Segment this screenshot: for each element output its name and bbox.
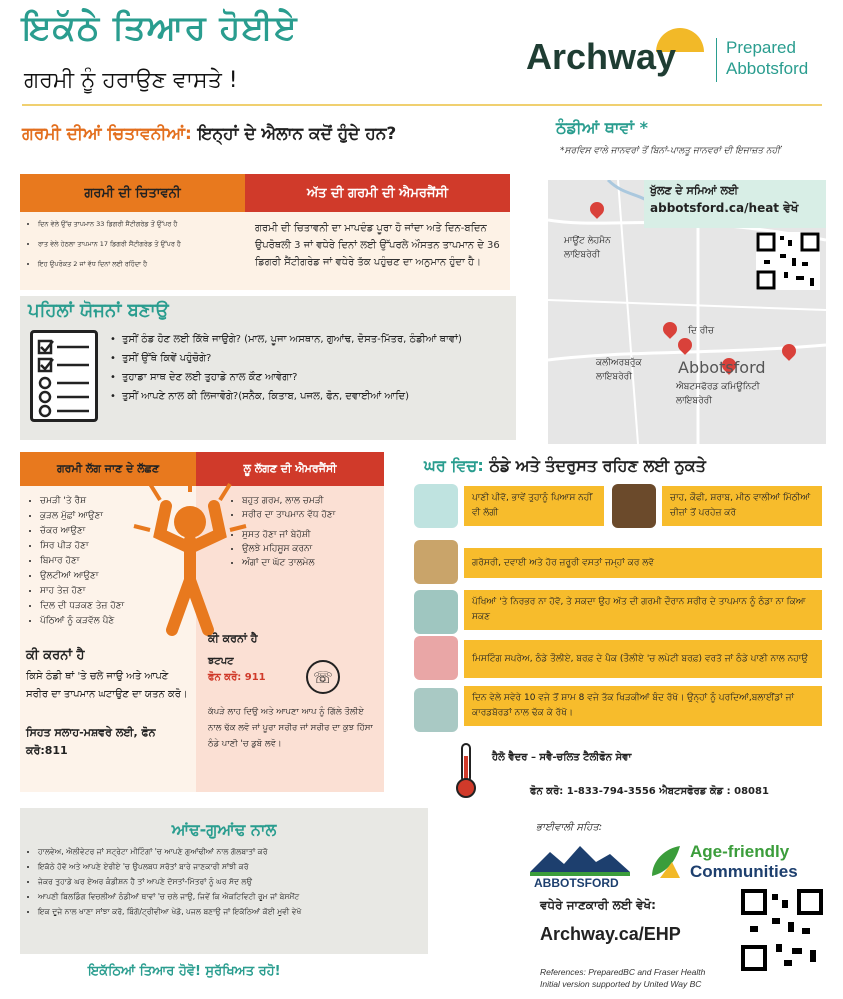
- list-item: • ਇਹ ਉਪਰੋਕਤ 2 ਜਾਂ ਵੱਧ ਦਿਨਾਂ ਲਈ ਰਹਿੰਦਾ ਹੈ: [38, 254, 241, 274]
- tip-item: ਦਿਨ ਵੇਲੇ ਸਵੇਰੇ 10 ਵਜੇ ਤੋਂ ਸ਼ਾਮ 8 ਵਜੇ ਤੱਕ ਖਿੜਕੀਆਂ ਬੰਦ ਰੱਖੋ। ਉਨ੍ਹਾਂ ਨੂੰ ਪਰਦਿਆਂ,ਬਲਾਈਂਡਾਂ ਜਾਂ ਕਾਰਡਬੋਰਡਾਂ ਨਾਲ ਢੱਕ ਕੇ ਰੱਖੋ।: [464, 686, 822, 726]
- plan-heading: ਪਹਿਲਾਂ ਯੋਜਨਾਂ ਬਣਾਉ: [28, 300, 169, 321]
- home-tips-heading-a: ਘਰ ਵਿਚ:: [424, 456, 490, 475]
- place-label: ਦਿ ਰੀਚ: [688, 326, 715, 336]
- emergency-text: ਕੱਪੜੇ ਲਾਹ ਦਿਉ ਅਤੇ ਆਪਣਾ ਆਪ ਨੂੰ ਗਿੱਲੇ ਤੌਲੀਏ ਨਾਲ ਢੱਕ ਲਵੋ ਜਾਂ ਪੂਰਾ ਸਰੀਰ ਜਾਂ ਸਰੀਰ ਦਾ ਕੁਝ ਹਿੱਸਾ ਠੰਡੇ ਪਾਣੀ 'ਚ ਡੁਬੋ ਲਵੋ।: [208, 707, 373, 749]
- references-line1: References: PreparedBC and Fraser Health: [540, 967, 706, 977]
- place-label: ਮਾਊਂਟ ਲੇਹਮੈਨ ਲਾਇਬਰੇਰੀ: [564, 236, 611, 260]
- health-advice-call: ਸਿਹਤ ਸਲਾਹ-ਮਸ਼ਵਰੇ ਲਈ, ਫੋਨ ਕਰੋ:811: [26, 726, 156, 757]
- symptoms-list: [30, 494, 170, 629]
- age-friendly-icon: [646, 842, 686, 882]
- map-town-label: Abbotsford: [678, 358, 766, 377]
- neighbours-list: [26, 844, 422, 919]
- extreme-heat-title: ਅੱਤ ਦੀ ਗਰਮੀ ਦੀ ਐਮਰਜੈਂਸੀ: [245, 174, 510, 212]
- footer-slogan: ਇਕੱਠਿਆਂ ਤਿਆਰ ਹੋਵੋ! ਸੁਰੱਖਿਅਤ ਰਹੋ!: [88, 964, 281, 979]
- list-item: • ਤੁਸੀਂ ਠੰਡ ਹੋਣ ਲਈ ਕਿੱਥੇ ਜਾਉਗੇ? (ਮਾਲ, ਪੂਜਾ ਅਸਥਾਨ, ਗੁਆਂਢ, ਦੋਸਤ-ਮਿੱਤਰ, ਠੰਡੀਆਂ ਥਾਵਾਂ): [110, 330, 506, 349]
- page-title: ਇਕੱਠੇ ਤਿਆਰ ਹੋਈਏ: [22, 8, 298, 48]
- no-drinks-icon: [612, 484, 656, 528]
- warnings-heading-a: ਗਰਮੀ ਦੀਆਂ ਚਿਤਾਵਨੀਆਂ:: [22, 124, 198, 144]
- list-item: • ਤੁਸੀਂ ਆਪਣੇ ਨਾਲ ਕੀ ਲਿਜਾਵੋਗੇ?(ਸਨੈਕ, ਕਿਤਾਬ, ਪਜਲ, ਫੋਨ, ਦਵਾਈਆਂ ਆਦਿ): [110, 387, 506, 406]
- heat-url[interactable]: abbotsford.ca/heat ਵੇਖੋ: [650, 201, 799, 215]
- warnings-heading: [22, 124, 396, 144]
- tip-item: ਪੱਖਿਆਂ 'ਤੇ ਨਿਰਭਰ ਨਾ ਹੋਵੋ, ਤੇ ਸਕਦਾ ਉਹ ਅੱਤ ਦੀ ਗਰਮੀ ਦੌਰਾਨ ਸਰੀਰ ਦੇ ਤਾਪਮਾਨ ਨੂੰ ਠੰਡਾ ਨਾ ਕਿਆ ਸਕਣ: [464, 590, 822, 630]
- list-item: • ਆਪਣੀ ਬਿਲਡਿੰਗ ਵਿਚਲੀਆਂ ਠੰਡੀਆਂ ਥਾਵਾਂ 'ਚ ਚਲੇ ਜਾਉ, ਜਿਵੇਂ ਕਿ ਐਕਟਿਵਿਟੀ ਰੂਮ ਜਾਂ ਬੇਸਮੈਂਟ: [38, 889, 422, 904]
- hello-weather-title: ਹੈਲੋ ਵੈਦਰ – ਸਵੈ-ਚਲਿਤ ਟੈਲੀਫੋਨ ਸੇਵਾ: [492, 752, 632, 763]
- header-divider: [22, 104, 822, 106]
- warnings-heading-b: ਇਨ੍ਹਾਂ ਦੇ ਐਲਾਨ ਕਦੋਂ ਹੁੰਦੇ ਹਨ?: [197, 124, 397, 144]
- age-friendly-line2: Communities: [690, 862, 798, 881]
- emergency-what-to-do-heading: ਕੀ ਕਰਨਾਂ ਹੈ: [208, 632, 258, 645]
- qr-code-icon[interactable]: [740, 888, 824, 972]
- list-item: • ਬਿਮਾਰ ਹੋਣਾ: [40, 554, 170, 569]
- references: [540, 966, 705, 990]
- list-item: • ਬਹੁਤ ਗਰਮ, ਲਾਲ ਚਮੜੀ: [242, 494, 382, 508]
- list-item: • ਤੁਸੀਂ ਉੱਥੇ ਕਿਵੇਂ ਪਹੁੰਚੋਗੇ?: [110, 349, 506, 368]
- phone-icon: ☏: [306, 660, 340, 694]
- home-tips-heading: [424, 456, 706, 476]
- emergency-urgent-label: ਝਟਪਟ: [208, 656, 234, 667]
- list-item: • ਕੁੜਲ ਮੁੱਛਾਂ ਆਉਣਾ: [40, 509, 170, 524]
- heat-warning-title: ਗਰਮੀ ਦੀ ਚਿਤਾਵਨੀ: [20, 174, 245, 212]
- extreme-heat-text: ਗਰਮੀ ਦੀ ਚਿਤਾਵਨੀ ਦਾ ਮਾਪਦੰਡ ਪੂਰਾ ਹੋ ਜਾਂਦਾ ਅਤੇ ਦਿਨ-ਬਦਿਨ ਉਪਰੋਥਲੀ 3 ਜਾਂ ਵਧੇਰੇ ਦਿਨਾਂ ਲਈ ਉੱਪਰਲੇ ਔਸਤਨ ਤਾਪਮਾਨ ਦੇ 36 ਡਿਗਰੀ ਸੈਂਟੀਗਰੇਡ ਜਾਂ ਵਧੇਰੇ ਤੱਕ ਪਹੁੰਚਣ ਦਾ ਅਨੁਮਾਨ ਹੁੰਦਾ ਹੈ।: [255, 223, 500, 268]
- emergency-call: ਫੋਨ ਕਰੋ: 911: [208, 672, 266, 683]
- neighbours-heading: ਆਂਢ-ਗੁਆਂਢ ਨਾਲ: [171, 820, 277, 839]
- list-item: • ਰਾਤ ਵੇਲੇ ਹੇਠਲਾ ਤਾਪਮਾਨ 17 ਡਿਗਰੀ ਸੈਂਟੀਗਰੇਡ ਤੋਂ ਉੱਪਰ ਹੈ: [38, 234, 241, 254]
- ehp-link[interactable]: Archway.ca/EHP: [540, 924, 681, 944]
- list-item: • ਜੇਕਰ ਤੁਹਾਡੇ ਘਰ ਏਅਰ ਕੰਡੀਸ਼ਨ ਹੈ ਤਾਂ ਆਪਣੇ ਦੋਸਤਾਂ-ਮਿੱਤਰਾਂ ਨੂੰ ਘਰ ਸੱਦ ਲਉ: [38, 874, 422, 889]
- fan-icon: [414, 590, 458, 634]
- list-item: • ਤੁਹਾਡਾ ਸਾਥ ਦੇਣ ਲਈ ਤੁਹਾਡੇ ਨਾਲ ਕੌਣ ਆਵੇਗਾ?: [110, 368, 506, 387]
- list-item: • ਸਰੀਰ ਦਾ ਤਾਪਮਾਨ ਵੱਧ ਹੋਣਾ: [242, 508, 382, 522]
- grocery-bag-icon: [414, 540, 458, 584]
- cooling-note: *ਸਰਵਿਸ ਵਾਲੇ ਜਾਨਵਰਾਂ ਤੋਂ ਬਿਨਾਂ-ਪਾਲਤੂ ਜਾਨਵਰਾਂ ਦੀ ਇਜਾਜ਼ਤ ਨਹੀਂ: [560, 146, 780, 156]
- list-item: • ਚੱਕਰ ਆਉਣਾ: [40, 524, 170, 539]
- tip-item: ਮਿਸਟਿੰਗ ਸਪਰੇਅ, ਠੰਡੇ ਤੌਲੀਏ, ਬਰਫ਼ ਦੇ ਪੈਕ (ਤੌਲੀਏ 'ਚ ਲਪੇਟੀ ਬਰਫ਼) ਵਰਤੋ ਜਾਂ ਠੰਡੇ ਪਾਣੀ ਨਾਲ ਨਹਾਉ: [464, 640, 822, 678]
- opening-hours-label: ਖੁੱਲਣ ਦੇ ਸਮਿਆਂ ਲਈ: [650, 184, 739, 197]
- logo-text: Archway: [526, 36, 677, 77]
- list-item: • ਦਿਲ ਦੀ ਧੜਕਣ ਤੇਜ਼ ਹੋਣਾ: [40, 599, 170, 614]
- tip-item: ਗਰੋਸਰੀ, ਦਵਾਈ ਅਤੇ ਹੋਰ ਜ਼ਰੂਰੀ ਵਸਤਾਂ ਜਮ੍ਹਾਂ ਕਰ ਲਵੋ: [464, 548, 822, 578]
- symptoms-title: ਗਰਮੀ ਲੱਗ ਜਾਣ ਦੇ ਲੱਛਣ: [20, 452, 196, 486]
- tip-item: ਪਾਣੀ ਪੀਵੋ, ਭਾਵੇਂ ਤੁਹਾਨੂੰ ਪਿਆਸ ਨਹੀਂ ਵੀ ਲੱਗੀ: [464, 486, 604, 526]
- list-item: • ਹਾਲਵੇਅ, ਐਲੀਵੇਟਰ ਜਾਂ ਸਟ੍ਰੇਟਾ ਮੀਟਿੰਗਾਂ 'ਚ ਆਪਣੇ ਗੁਆਂਢੀਆਂ ਨਾਲ ਗੱਲਬਾਤਾਂ ਕਰੋ: [38, 844, 422, 859]
- list-item: • ਉਲਟੀਆਂ ਆਉਣਾ: [40, 569, 170, 584]
- tip-item: ਚਾਹ, ਕੌਫੀ, ਸ਼ਰਾਬ, ਮੀਠ ਵਾਲੀਆਂ ਮਿੱਠੀਆਂ ਚੀਜ਼ਾਂ ਤੋਂ ਪਰਹੇਜ਼ ਕਰੋ: [662, 486, 822, 526]
- cooling-heading: ਠੰਡੀਆਂ ਥਾਵਾਂ *: [556, 118, 648, 137]
- place-label: ਐਬਟਸਫੋਰਡ ਕਮਿਊਨਿਟੀ ਲਾਇਬਰੇਰੀ: [676, 382, 760, 406]
- archway-logo: [526, 28, 826, 88]
- partners-label: ਭਾਈਵਾਲੀ ਸਹਿਤ:: [536, 822, 603, 833]
- home-tips-heading-b: ਠੰਡੇ ਅਤੇ ਤੰਦਰੁਸਤ ਰਹਿਣ ਲਈ ਨੁਕਤੇ: [489, 456, 706, 475]
- list-item: • ਉਲਝੇ ਮਹਿਸੂਸ ਕਰਨਾ: [242, 542, 382, 556]
- heatstroke-title: ਲੂ ਲੱਗਣ ਦੀ ਐਮਰਜੈਂਸੀ: [196, 452, 384, 486]
- list-item: • ਇਕੱਠੇ ਹੋਵੋ ਅਤੇ ਆਪਣੇ ਏਰੀਏ 'ਚ ਉਪਲਬਧ ਸਰੋਤਾਂ ਬਾਰੇ ਜਾਣਕਾਰੀ ਸਾਂਝੀ ਕਰੋ: [38, 859, 422, 874]
- plan-list: [110, 330, 506, 406]
- abbotsford-logo-text: ABBOTSFORD: [534, 876, 619, 890]
- list-item: • ਸਾਹ ਤੇਜ਼ ਹੋਣਾ: [40, 584, 170, 599]
- water-glass-icon: [414, 484, 458, 528]
- place-label: ਕਲੀਅਰਬਰੁੱਕ ਲਾਇਬਰੇਰੀ: [596, 358, 642, 382]
- logo-sub-1: Prepared: [726, 38, 796, 57]
- list-item: • ਪੱਠਿਆਂ ਨੂੰ ਕੜਵੱਲ ਪੈਣੇ: [40, 614, 170, 629]
- heatstroke-list: [232, 494, 382, 570]
- more-info-label: ਵਧੇਰੇ ਜਾਣਕਾਰੀ ਲਈ ਵੇਖੋ:: [540, 898, 656, 912]
- qr-code-icon[interactable]: [756, 232, 820, 290]
- hello-weather-phone: ਫੋਨ ਕਰੋ: 1-833-794-3556 ਐਬਟਸਫੋਰਡ ਕੋਡ : 08081: [530, 786, 769, 797]
- logo-divider: [716, 38, 717, 82]
- thermometer-icon: [452, 742, 480, 800]
- references-line2: Initial version supported by United Way BC: [540, 979, 702, 989]
- list-item: • ਇਕ ਦੂਜੇ ਨਾਲ ਖਾਣਾ ਸਾਂਝਾ ਕਰੋ, ਬਿੰਗੋ/ਟ੍ਰੀਵੀਆ ਖੇਡੋ, ਪਜਲ ਬਣਾਉ ਜਾਂ ਇਕੱਠਿਆਂ ਕੋਈ ਮੂਵੀ ਵੇਖੋ: [38, 904, 422, 919]
- list-item: • ਸਿਰ ਪੀੜ ਹੋਣਾ: [40, 539, 170, 554]
- page-subtitle: ਗਰਮੀ ਨੂੰ ਹਰਾਉਣ ਵਾਸਤੇ !: [24, 68, 238, 93]
- what-to-do-text: ਕਿਸੇ ਠੰਡੀ ਥਾਂ 'ਤੇ ਚਲੇ ਜਾਉ ਅਤੇ ਆਪਣੇ ਸਰੀਰ ਦਾ ਤਾਪਮਾਨ ਘਟਾਉਣ ਦਾ ਯਤਨ ਕਰੋ।: [26, 671, 188, 700]
- list-item: • ਅੰਗਾਂ ਦਾ ਘੱਟ ਤਾਲਮੇਲ: [242, 556, 382, 570]
- list-item: • ਚਮੜੀ 'ਤੇ ਰੈਸ਼: [40, 494, 170, 509]
- age-friendly-line1: Age-friendly: [690, 842, 790, 861]
- heat-warning-criteria: [26, 214, 241, 274]
- checklist-icon: [30, 330, 98, 422]
- what-to-do-heading: ਕੀ ਕਰਨਾਂ ਹੈ: [26, 648, 85, 663]
- logo-sub-2: Abbotsford: [726, 59, 809, 78]
- towels-icon: [414, 636, 458, 680]
- list-item: • ਸੁਸਤ ਹੋਣਾ ਜਾਂ ਬੇਹੋਸ਼ੀ: [242, 528, 382, 542]
- list-item: • ਦਿਨ ਵੇਲੇ ਉੱਚ ਤਾਪਮਾਨ 33 ਡਿਗਰੀ ਸੈਂਟੀਗਰੇਡ ਤੋਂ ਉੱਪਰ ਹੈ: [38, 214, 241, 234]
- window-blinds-icon: [414, 688, 458, 732]
